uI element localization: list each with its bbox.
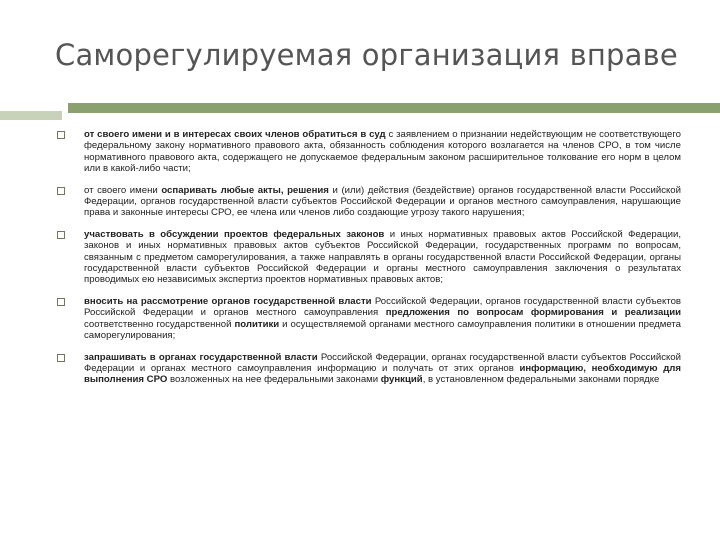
square-bullet-icon bbox=[57, 187, 65, 195]
list-item bbox=[57, 352, 681, 386]
list-item bbox=[57, 229, 681, 286]
slide-title: Саморегулируемая организация вправе bbox=[55, 38, 678, 72]
list-item bbox=[57, 296, 681, 342]
list-item bbox=[57, 129, 681, 175]
list-item bbox=[57, 185, 681, 219]
rights-list bbox=[57, 129, 681, 396]
square-bullet-icon bbox=[57, 131, 65, 139]
square-bullet-icon bbox=[57, 231, 65, 239]
accent-bar-left bbox=[0, 111, 62, 120]
accent-bar-right bbox=[68, 103, 720, 113]
list-item-text: вносить на рассмотрение органов государственной власти Российской Федерации, органов государственной власти субъектов Российской Федерации и органов местного самоуправления предложения по вопросам формирования и реализации соответственно государственной политики и осуществляемой органами местного самоуправления политики в отношении предмета саморегулирования; bbox=[84, 295, 681, 342]
square-bullet-icon bbox=[57, 298, 65, 306]
list-item-text: от своего имени оспаривать любые акты, решения и (или) действия (бездействие) органов государственной власти Российской Федерации, органов государственной власти субъектов Российской Федерации и органов местного самоуправления, нарушающие права и законные интересы СРО, ее члена или членов либо создающие угрозу такого нарушения; bbox=[84, 184, 681, 219]
list-item-text: участвовать в обсуждении проектов федеральных законов и иных нормативных правовых актов Российской Федерации, законов и иных нормативных правовых актов субъектов Российской Федерации, государственных программ по вопросам, связанным с предметом саморегулирования, а также направлять в органы государственной власти Российской Федерации, органы государственной власти субъектов Российской Федерации и органы местного самоуправления заключения о результатах проводимых ею независимых экспертиз проектов нормативных правовых актов; bbox=[84, 228, 681, 286]
list-item-text: от своего имени и в интересах своих членов обратиться в суд с заявлением о признании недействующим не соответствующего федеральному закону нормативного правового акта, обязанность соблюдения которого возлагается на членов СРО, в том числе нормативного правового акта, содержащего не допускаемое федеральным законом расширительное толкование его норм в целом или в какой-либо части; bbox=[84, 129, 681, 175]
list-item-text: запрашивать в органах государственной власти Российской Федерации, органах государственной власти субъектов Российской Федерации и органах местного самоуправления информацию и получать от этих органов информацию, необходимую для выполнения СРО возложенных на нее федеральными законами функций, в установленном федеральными законами порядке bbox=[84, 351, 681, 386]
square-bullet-icon bbox=[57, 354, 65, 362]
